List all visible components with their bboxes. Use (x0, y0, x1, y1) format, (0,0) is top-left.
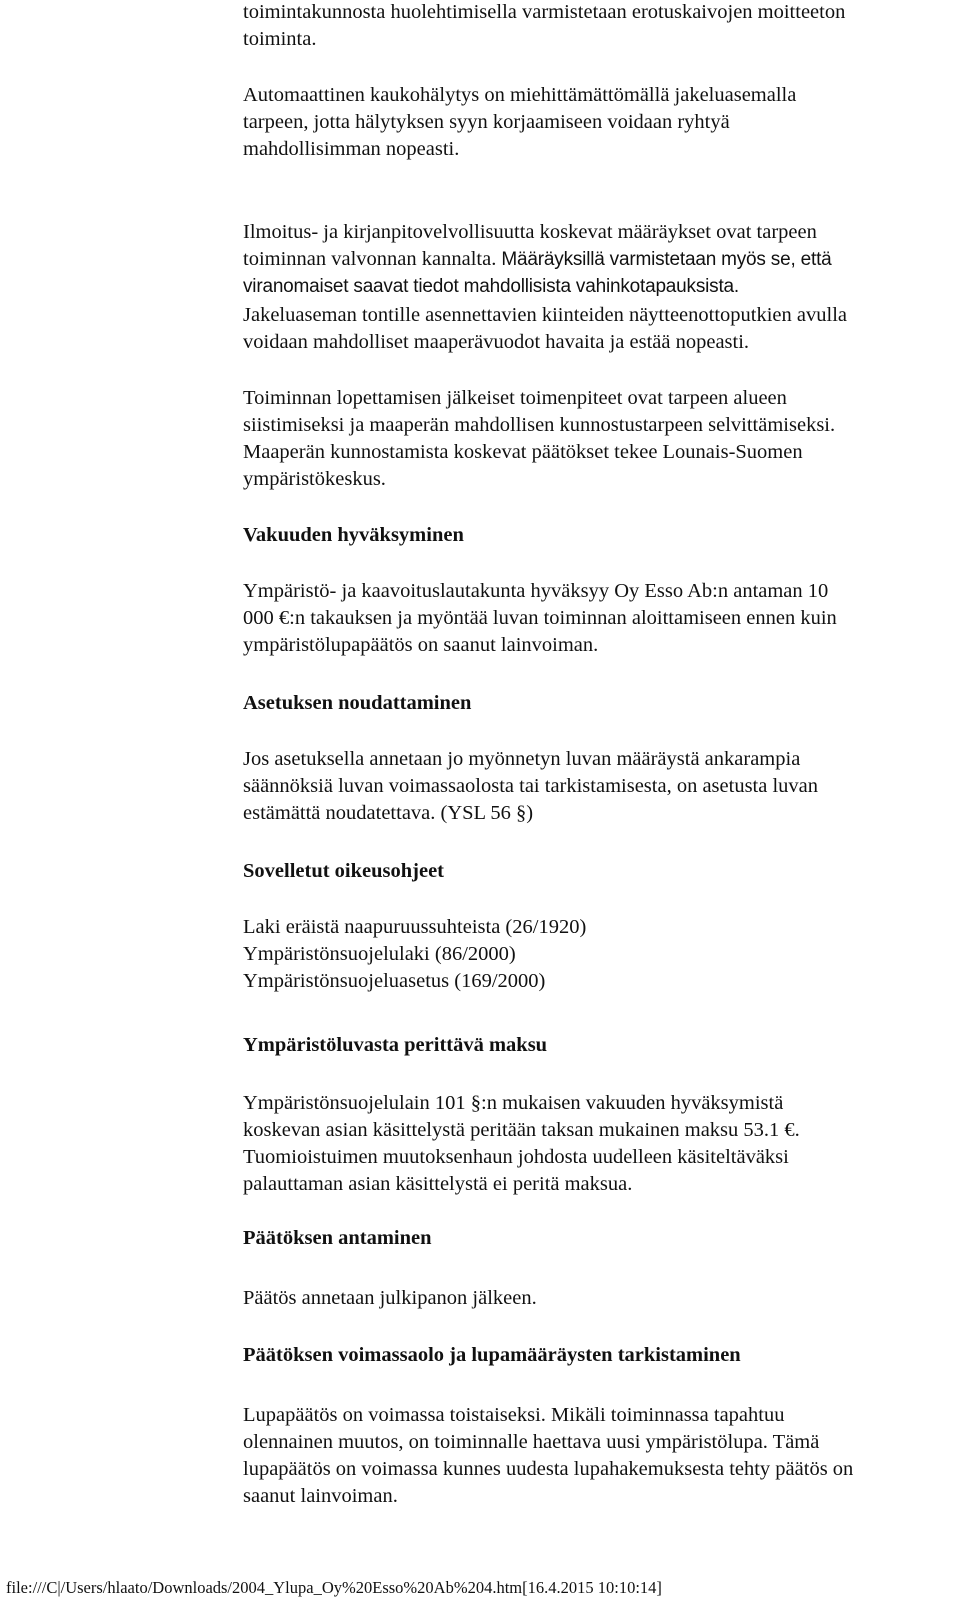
footer-file-path: file:///C|/Users/hlaato/Downloads/2004_Ylupa_Oy%20Esso%20Ab%204.htm[16.4.2015 10:10:14] (6, 1578, 662, 1597)
paragraph-oikeusohjeet: Laki eräistä naapuruussuhteista (26/1920) Ympäristönsuojelulaki (86/2000) Ympäristönsuojeluasetus (169/2000) (243, 916, 587, 992)
paragraph-reporting-part1: Ilmoitus- ja kirjanpitovelvollisuutta koskevat määräykset ovat tarpeen toiminnan valvonnan kannalta. (243, 221, 817, 270)
paragraph-reporting-obligations (243, 192, 943, 300)
paragraph-remote-alarm: Automaattinen kaukohälytys on miehittämättömällä jakeluasemalla tarpeen, jotta hälytyksen syyn korjaamiseen voidaan ryhtyä mahdollisimman nopeasti. (243, 84, 797, 160)
heading-maksu: Ympäristöluvasta perittävä maksu (243, 1034, 548, 1056)
heading-antaminen: Päätöksen antaminen (243, 1227, 432, 1249)
paragraph-asetus: Jos asetuksella annetaan jo myönnetyn luvan määräystä ankarampia säännöksiä luvan voimassaolosta tai tarkistamisesta, on asetusta luvan estämättä noudatettava. (YSL 56 §) (243, 748, 819, 824)
heading-oikeusohjeet: Sovelletut oikeusohjeet (243, 860, 444, 882)
paragraph-voimassaolo: Lupapäätös on voimassa toistaiseksi. Mikäli toiminnassa tapahtuu olennainen muutos, on toiminnalle haettava uusi ympäristölupa. Tämä lupapäätös on voimassa kunnes uudesta lupahakemuksesta tehty päätös on saanut lainvoiman. (243, 1404, 854, 1507)
paragraph-separator-wells: toimintakunnosta huolehtimisella varmistetaan erotuskaivojen moitteeton toiminta. (243, 1, 846, 50)
paragraph-antaminen: Päätös annetaan julkipanon jälkeen. (243, 1287, 537, 1309)
paragraph-maksu: Ympäristönsuojelulain 101 §:n mukaisen vakuuden hyväksymistä koskevan asian käsittelystä peritään taksan mukainen maksu 53.1 €. Tuomioistuimen muutoksenhaun johdosta uudelleen käsiteltäväksi palauttaman asian käsittelystä ei peritä maksua. (243, 1092, 800, 1195)
heading-voimassaolo: Päätöksen voimassaolo ja lupamääräysten tarkistaminen (243, 1344, 741, 1366)
heading-vakuus: Vakuuden hyväksyminen (243, 524, 464, 546)
paragraph-sampling-pipes: Jakeluaseman tontille asennettavien kiinteiden näytteenottoputkien avulla voidaan mahdolliset maaperävuodot havaita ja estää nopeasti. (243, 304, 847, 353)
paragraph-reporting-part2: Määräyksillä varmistetaan myös se, että viranomaiset saavat tiedot mahdollisista vahinkotapauksista. (243, 249, 832, 297)
heading-asetus: Asetuksen noudattaminen (243, 692, 472, 714)
paragraph-vakuus: Ympäristö- ja kaavoituslautakunta hyväksyy Oy Esso Ab:n antaman 10 000 €:n takauksen ja myöntää luvan toiminnan aloittamiseen ennen kuin ympäristölupapäätös on saanut lainvoiman. (243, 580, 837, 656)
paragraph-termination-measures: Toiminnan lopettamisen jälkeiset toimenpiteet ovat tarpeen alueen siistimiseksi ja maaperän mahdollisen kunnostustarpeen selvittämiseksi. Maaperän kunnostamista koskevat päätökset tekee Lounais-Suomen ympäristökeskus. (243, 387, 836, 490)
